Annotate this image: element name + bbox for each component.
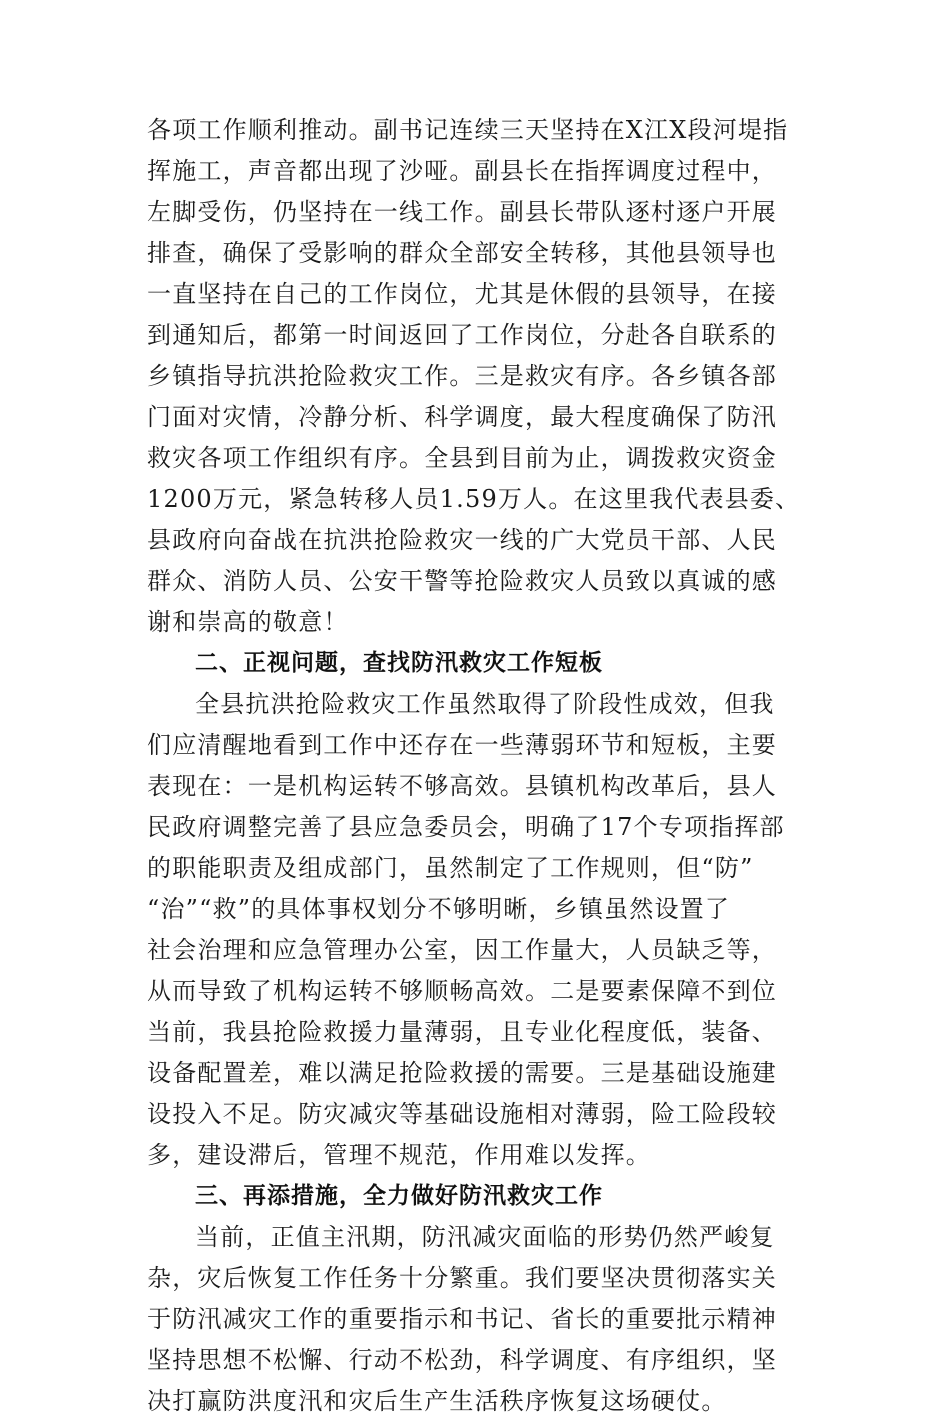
section-heading-2: 二、正视问题，查找防汛救灾工作短板 xyxy=(195,650,603,676)
text-line: 全县抗洪抢险救灾工作虽然取得了阶段性成效，但我 xyxy=(195,690,775,718)
text-line: 表现在：一是机构运转不够高效。县镇机构改革后，县人 xyxy=(147,772,777,800)
text-line: 多，建设滞后，管理不规范，作用难以发挥。 xyxy=(147,1141,651,1169)
text-line: “治”“救”的具体事权划分不够明晰，乡镇虽然设置了 xyxy=(147,895,731,923)
section-heading-3: 三、再添措施，全力做好防汛救灾工作 xyxy=(195,1183,603,1209)
text-line: 的职能职责及组成部门，虽然制定了工作规则，但“防” xyxy=(147,854,754,882)
text-line: 谢和崇高的敬意！ xyxy=(147,608,349,636)
text-line: 当前，正值主汛期，防汛减灾面临的形势仍然严峻复 xyxy=(195,1223,775,1251)
text-line: 设备配置差，难以满足抢险救援的需要。三是基础设施建 xyxy=(147,1059,777,1087)
text-line: 乡镇指导抗洪抢险救灾工作。三是救灾有序。各乡镇各部 xyxy=(147,362,777,390)
text-line: 坚持思想不松懈、行动不松劲，科学调度、有序组织，坚 xyxy=(147,1346,777,1374)
text-line: 左脚受伤，仍坚持在一线工作。副县长带队逐村逐户开展 xyxy=(147,198,777,226)
text-line: 门面对灾情，冷静分析、科学调度，最大程度确保了防汛 xyxy=(147,403,777,431)
text-line: 县政府向奋战在抗洪抢险救灾一线的广大党员干部、人民 xyxy=(147,526,777,554)
text-line: 救灾各项工作组织有序。全县到目前为止，调拨救灾资金 xyxy=(147,444,777,472)
text-line: 杂，灾后恢复工作任务十分繁重。我们要坚决贯彻落实关 xyxy=(147,1264,777,1292)
paragraph-1 xyxy=(147,110,807,643)
paragraph-2 xyxy=(147,684,807,1176)
text-line: 当前，我县抢险救援力量薄弱，且专业化程度低，装备、 xyxy=(147,1018,777,1046)
paragraph-3 xyxy=(147,1217,807,1422)
text-line: 们应清醒地看到工作中还存在一些薄弱环节和短板，主要 xyxy=(147,731,777,759)
text-line: 民政府调整完善了县应急委员会，明确了17个专项指挥部 xyxy=(147,813,785,841)
text-line: 一直坚持在自己的工作岗位，尤其是休假的县领导，在接 xyxy=(147,280,777,308)
document-body xyxy=(147,110,807,1422)
text-line: 到通知后，都第一时间返回了工作岗位，分赴各自联系的 xyxy=(147,321,777,349)
text-line: 各项工作顺利推动。副书记连续三天坚持在X江X段河堤指 xyxy=(147,116,789,144)
text-line: 1200万元，紧急转移人员1.59万人。在这里我代表县委、 xyxy=(147,485,801,513)
text-line: 决打赢防洪度汛和灾后生产生活秩序恢复这场硬仗。 xyxy=(147,1387,727,1415)
text-line: 从而导致了机构运转不够顺畅高效。二是要素保障不到位 xyxy=(147,977,777,1005)
text-line: 社会治理和应急管理办公室，因工作量大，人员缺乏等， xyxy=(147,936,777,964)
text-line: 设投入不足。防灾减灾等基础设施相对薄弱，险工险段较 xyxy=(147,1100,777,1128)
text-line: 排查，确保了受影响的群众全部安全转移，其他县领导也 xyxy=(147,239,777,267)
text-line: 挥施工，声音都出现了沙哑。副县长在指挥调度过程中， xyxy=(147,157,777,185)
text-line: 于防汛减灾工作的重要指示和书记、省长的重要批示精神 xyxy=(147,1305,777,1333)
text-line: 群众、消防人员、公安干警等抢险救灾人员致以真诚的感 xyxy=(147,567,777,595)
